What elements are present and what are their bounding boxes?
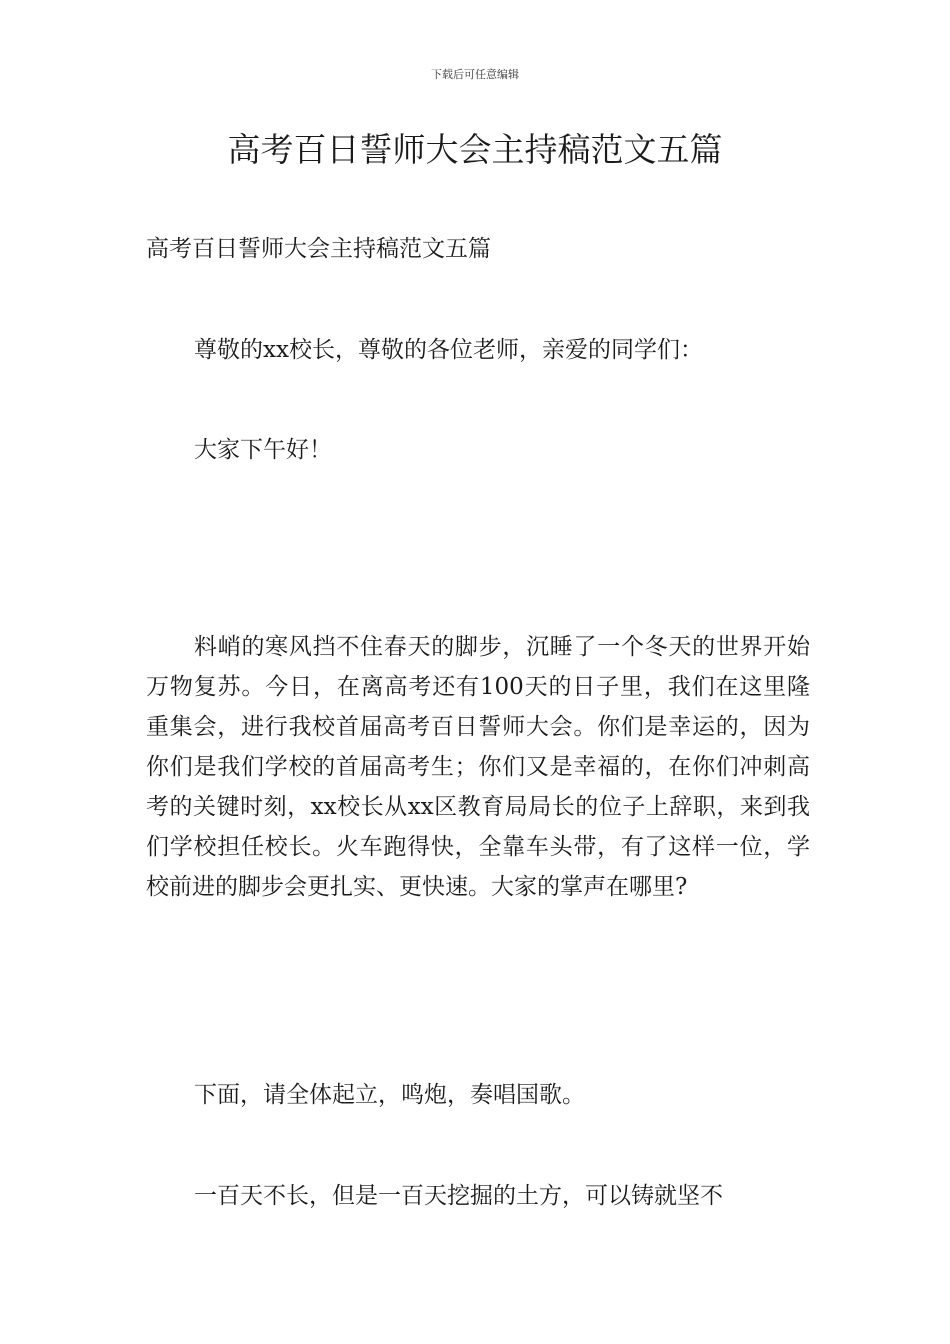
paragraph-hello: 大家下午好！ [194, 437, 332, 463]
paragraph-greeting: 尊敬的xx校长，尊敬的各位老师，亲爱的同学们： [194, 337, 703, 363]
paragraph-hundred-days: 一百天不长，但是一百天挖掘的土方，可以铸就坚不 [194, 1183, 723, 1209]
paragraph-main: 料峭的寒风挡不住春天的脚步，沉睡了一个冬天的世界开始万物复苏。今日，在离高考还有100天的日子里，我们在这里隆重集会，进行我校首届高考百日誓师大会。你们是幸运的，因为你们是我们学校的首届高考生；你们又是幸福的，在你们冲刺高考的关键时刻，xx校长从xx区教育局局长的位子上辞职，来到我们学校担任校长。火车跑得快，全靠车头带，有了这样一位，学校前进的脚步会更扎实、更快速。大家的掌声在哪里? [146, 634, 810, 900]
header-note: 下载后可任意编辑 [431, 68, 519, 81]
paragraph-anthem: 下面，请全体起立，鸣炮，奏唱国歌。 [194, 1082, 585, 1108]
document-subtitle: 高考百日誓师大会主持稿范文五篇 [146, 236, 491, 262]
document-title: 高考百日誓师大会主持稿范文五篇 [227, 130, 723, 169]
